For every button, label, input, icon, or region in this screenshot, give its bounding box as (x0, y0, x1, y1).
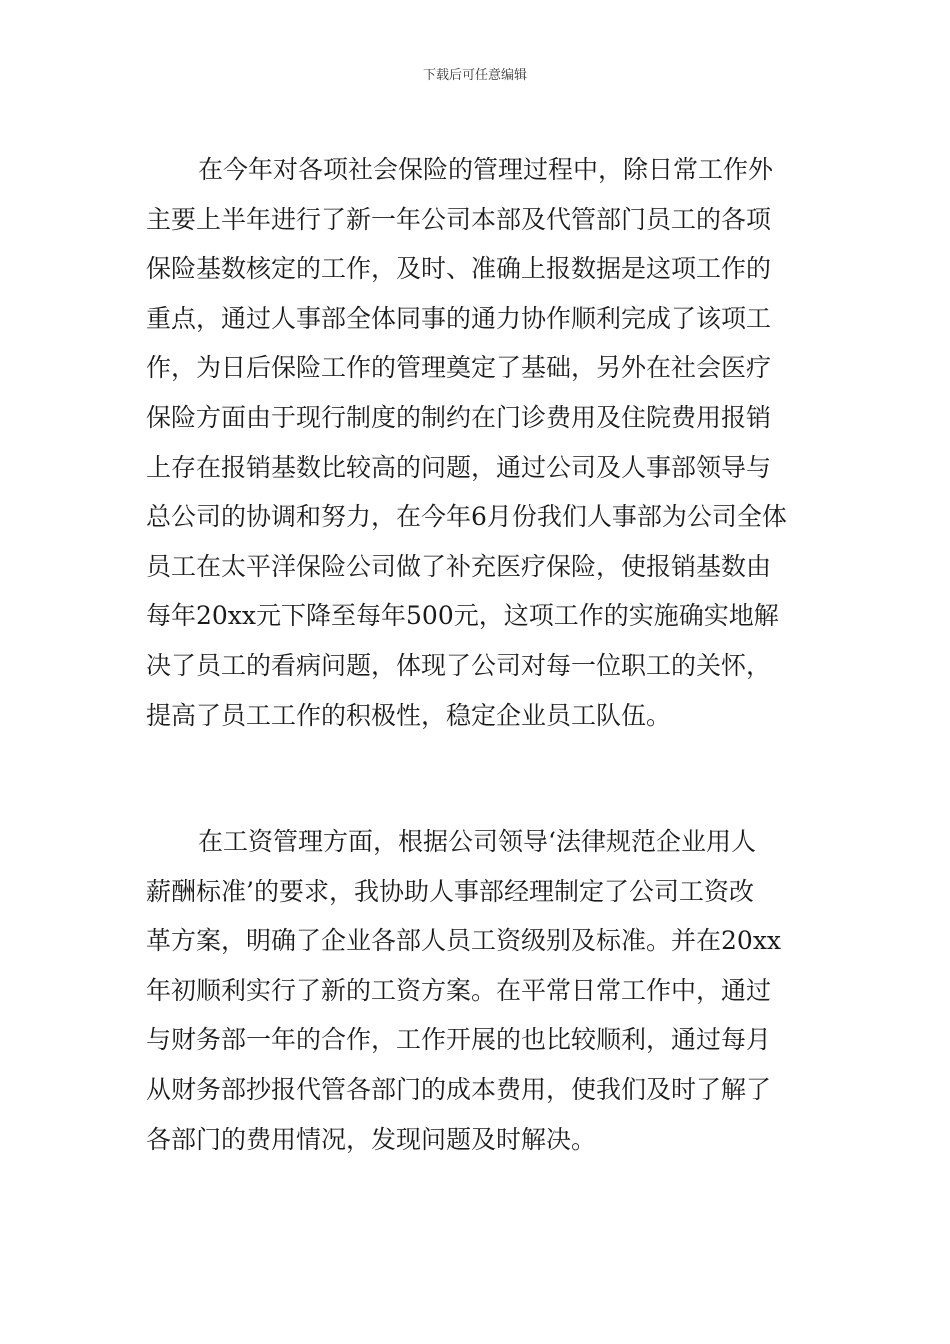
text-line: 从财务部抄报代管各部门的成本费用，使我们及时了解了 (146, 1074, 772, 1104)
text-line: 薪酬标准’的要求，我协助人事部经理制定了公司工资改 (146, 876, 754, 906)
text-line: 作，为日后保险工作的管理奠定了基础，另外在社会医疗 (146, 353, 772, 383)
text-line: 总公司的协调和努力，在今年6月份我们人事部为公司全体 (146, 502, 787, 532)
text-line: 保险方面由于现行制度的制约在门诊费用及住院费用报销 (146, 402, 772, 432)
paragraph-social-insurance (146, 145, 806, 740)
paragraph-salary-management (146, 817, 806, 1164)
text-line: 与财务部一年的合作，工作开展的也比较顺利，通过每月 (146, 1025, 772, 1055)
text-line: 上存在报销基数比较高的问题，通过公司及人事部领导与 (146, 452, 772, 482)
text-line: 每年20xx元下降至每年500元，这项工作的实施确实地解 (146, 601, 779, 631)
text-line: 员工在太平洋保险公司做了补充医疗保险，使报销基数由 (146, 551, 772, 581)
text-line: 各部门的费用情况，发现问题及时解决。 (146, 1124, 597, 1154)
text-line: 在今年对各项社会保险的管理过程中，除日常工作外 (198, 155, 774, 184)
page-header: 下载后可任意编辑 (422, 68, 527, 83)
text-line: 保险基数核定的工作，及时、准确上报数据是这项工作的 (146, 254, 772, 284)
text-line: 在工资管理方面，根据公司领导‘法律规范企业用人 (198, 827, 756, 856)
text-line: 重点，通过人事部全体同事的通力协作顺利完成了该项工 (146, 303, 772, 333)
text-line: 提高了员工工作的积极性，稳定企业员工队伍。 (146, 700, 672, 730)
text-line: 年初顺利实行了新的工资方案。在平常日常工作中，通过 (146, 975, 772, 1005)
text-line: 革方案，明确了企业各部人员工资级别及标准。并在20xx (146, 926, 782, 956)
text-line: 主要上半年进行了新一年公司本部及代管部门员工的各项 (146, 204, 772, 234)
text-line: 决了员工的看病问题，体现了公司对每一位职工的关怀， (146, 650, 772, 680)
